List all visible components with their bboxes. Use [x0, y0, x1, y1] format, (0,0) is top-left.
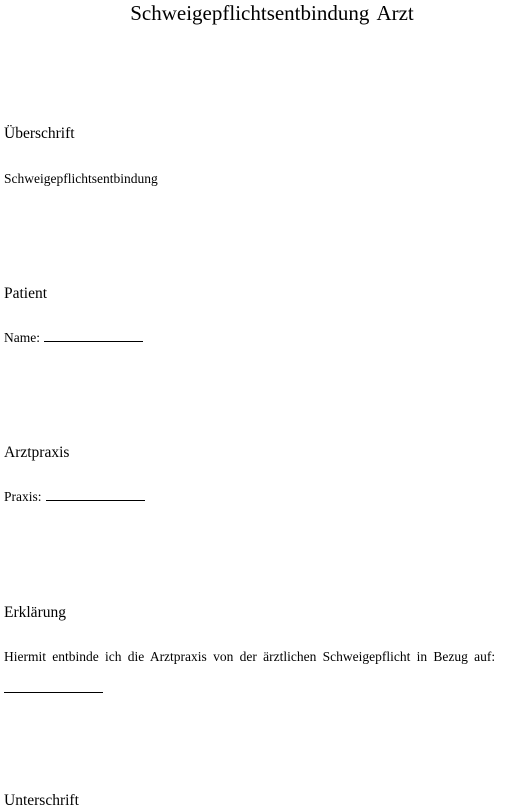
declaration-text: Hiermit entbinde ich die Arztpraxis von der ärztlichen Schweigepflicht in Bezug auf: — [4, 649, 496, 664]
section-heading-ueberschrift: Überschrift — [4, 125, 75, 142]
ueberschrift-text: Schweigepflichtsentbindung — [4, 171, 158, 186]
practice-blank-line — [46, 499, 145, 501]
section-heading-erklaerung: Erklärung — [4, 604, 66, 621]
patient-name-row — [4, 329, 143, 347]
patient-name-label: Name: — [4, 330, 40, 345]
practice-row — [4, 488, 145, 506]
section-heading-unterschrift: Unterschrift — [4, 792, 79, 809]
practice-label: Praxis: — [4, 489, 42, 504]
section-heading-patient: Patient — [4, 285, 48, 302]
section-heading-arztpraxis: Arztpraxis — [4, 444, 70, 461]
patient-name-blank-line — [44, 340, 143, 342]
declaration-blank-line — [4, 692, 103, 693]
document-title: Schweigepflichtsentbindung Arzt — [130, 1, 414, 25]
